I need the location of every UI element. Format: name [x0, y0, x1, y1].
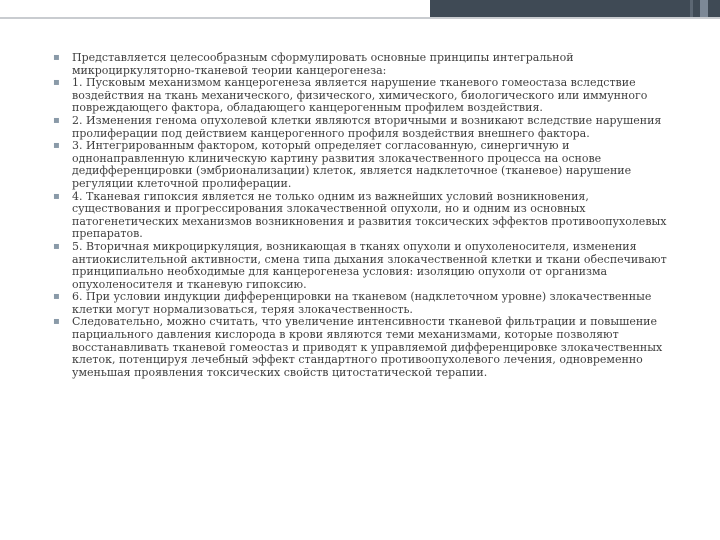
header-accent-block — [700, 0, 708, 17]
bullet-item-intro — [45, 52, 675, 77]
bullet-text: 6. При условии индукции дифференцировки на тканевом (надклеточном уровне) злокачественные клетки могут нормализоваться, теряя злокачественность. — [72, 290, 652, 316]
bullet-text: 4. Тканевая гипоксия является не только одним из важнейших условий возникновения, существования и прогрессирования злокачественной опухоли, но и одним из основных патогенетических механизмов возникновения и развития токсических эффектов противоопухолевых препаратов. — [72, 189, 667, 241]
square-bullet-icon: ▪ — [53, 316, 60, 328]
header-bar — [0, 0, 720, 17]
slide-body — [45, 52, 675, 379]
square-bullet-icon: ▪ — [53, 291, 60, 303]
bullet-item-conclusion — [45, 316, 675, 379]
square-bullet-icon: ▪ — [53, 140, 60, 152]
bullet-text: 3. Интегрированным фактором, который определяет согласованную, синергичную и однонаправленную клиническую картину развития злокачественного процесса на основе дедифференцировки (эмбрионализации) клеток, является надклеточное (тканевое) нарушение регуляции клеточной пролиферации. — [72, 139, 632, 190]
square-bullet-icon: ▪ — [53, 240, 60, 252]
bullet-item-principle-1 — [45, 77, 675, 115]
header-dark-segment — [430, 0, 720, 17]
bullet-item-principle-5 — [45, 241, 675, 291]
header-divider — [0, 17, 720, 19]
bullet-item-principle-4 — [45, 191, 675, 241]
square-bullet-icon: ▪ — [53, 114, 60, 126]
bullet-text: 1. Пусковым механизмом канцерогенеза является нарушение тканевого гомеостаза вследствие воздействия на ткань механического, физического, химического, биологического или иммунного повреждающего фактора, обладающего канцерогенным профилем воздействия. — [72, 76, 648, 115]
square-bullet-icon: ▪ — [53, 77, 60, 89]
bullet-list — [45, 52, 675, 379]
header-light-segment — [0, 0, 430, 17]
bullet-text: Следовательно, можно считать, что увеличение интенсивности тканевой фильтрации и повышение парциального давления кислорода в крови являются теми механизмами, которые позволяют восстанавливать тканевой гомеостаз и приводят к управляемой дифференцировке злокачественных клеток, потенцируя лечебный эффект стандартного противоопухолевого лечения, одновременно уменьшая проявления токсических свойств цитостатической терапии. — [72, 315, 663, 379]
header-accent-stripe — [690, 0, 693, 17]
bullet-item-principle-6 — [45, 291, 675, 316]
bullet-text: Представляется целесообразным сформулировать основные принципы интегральной микроциркуляторно-тканевой теории канцерогенеза: — [72, 51, 574, 77]
square-bullet-icon: ▪ — [53, 190, 60, 202]
bullet-text: 5. Вторичная микроциркуляция, возникающая в тканях опухоли и опухоленосителя, изменения антиокислительной активности, смена типа дыхания злокачественной клетки и ткани обеспечивают принципиально необходимые для канцерогенеза условия: изоляцию опухоли от организма опухоленосителя и тканевую гипоксию. — [72, 239, 667, 291]
bullet-item-principle-2 — [45, 115, 675, 140]
bullet-text: 2. Изменения генома опухолевой клетки являются вторичными и возникают вследствие нарушения пролиферации под действием канцерогенного профиля воздействия внешнего фактора. — [72, 113, 662, 140]
bullet-item-principle-3 — [45, 140, 675, 190]
square-bullet-icon: ▪ — [53, 52, 60, 63]
